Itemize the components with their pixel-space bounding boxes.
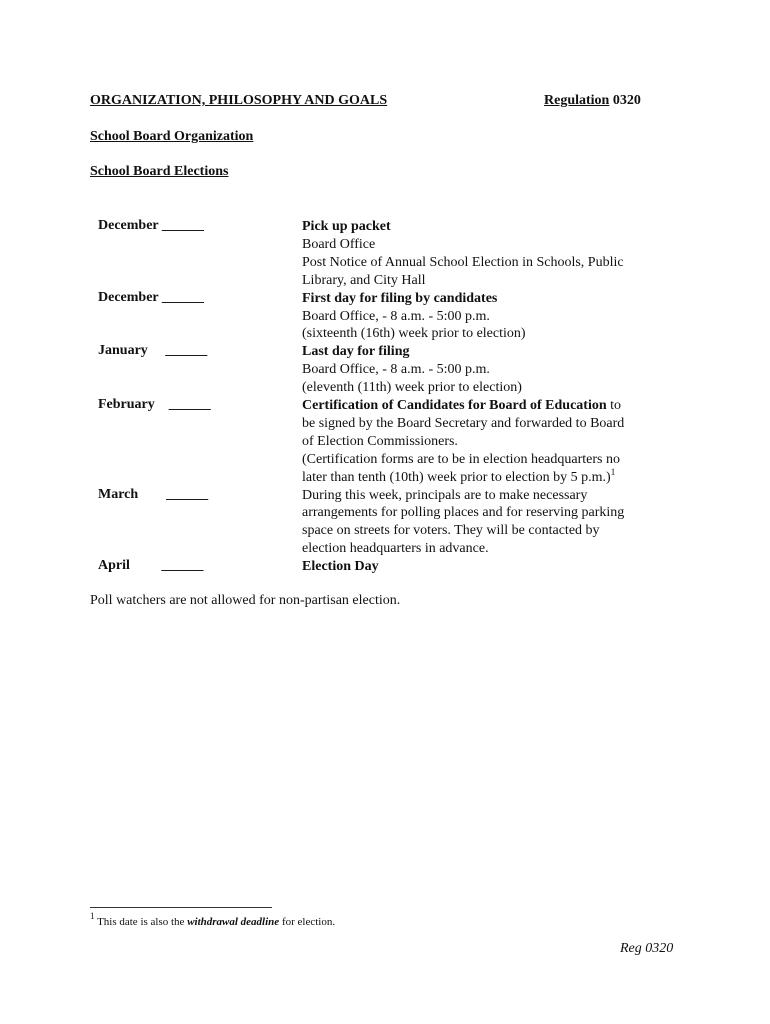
- document-title: ORGANIZATION, PHILOSOPHY AND GOALS: [90, 93, 388, 108]
- schedule-line: [302, 343, 662, 361]
- schedule-month: April ______: [98, 558, 204, 574]
- schedule-line-text: During this week, principals are to make necessary: [302, 487, 588, 503]
- schedule-line-text: arrangements for polling places and for reserving parking: [302, 505, 625, 521]
- schedule-line-text: Library, and City Hall: [302, 272, 426, 288]
- schedule-line-text: be signed by the Board Secretary and forwarded to Board: [302, 415, 625, 431]
- schedule-description: [302, 487, 662, 559]
- footnote-reference: 1: [610, 466, 616, 477]
- schedule-line: [302, 540, 662, 558]
- schedule-event-title: Last day for filing: [302, 344, 410, 360]
- schedule-month: January ______: [98, 343, 208, 359]
- schedule-line-text: space on streets for voters. They will be contacted by: [302, 523, 600, 539]
- schedule-line: [302, 325, 662, 343]
- schedule-description: [302, 343, 662, 397]
- schedule-month: December ______: [98, 218, 204, 233]
- schedule-line-text: later than tenth (10th) week prior to election by 5 p.m.): [302, 469, 611, 485]
- schedule-description: [302, 558, 662, 576]
- regulation-label: Regulation: [544, 93, 610, 108]
- subtitle-elections: School Board Elections: [90, 164, 229, 179]
- poll-watchers-note: Poll watchers are not allowed for non-partisan election.: [90, 593, 401, 608]
- footnote-pre: This date is also the: [97, 916, 188, 928]
- footnote-marker: 1: [90, 911, 95, 921]
- schedule-line-text: of Election Commissioners.: [302, 433, 458, 449]
- schedule-line-text: (eleventh (11th) week prior to election): [302, 380, 522, 396]
- schedule-line: [302, 308, 662, 326]
- schedule-event-title: Pick up packet: [302, 219, 391, 234]
- schedule-month: March ______: [98, 486, 209, 502]
- footnote-post: for election.: [279, 916, 336, 928]
- footnote-divider: [90, 907, 272, 908]
- schedule-description: [302, 218, 662, 290]
- regulation-number: [544, 93, 641, 109]
- schedule-line: [302, 451, 662, 469]
- schedule-line: [302, 433, 662, 451]
- page-label: Reg 0320: [620, 941, 674, 956]
- schedule-description: [302, 397, 662, 487]
- schedule-line: [302, 487, 662, 505]
- schedule-line: [302, 218, 662, 236]
- schedule-line: [302, 504, 662, 522]
- schedule-line: [302, 272, 662, 290]
- schedule-line-text: Board Office: [302, 236, 376, 252]
- schedule-event-title: First day for filing by candidates: [302, 290, 498, 306]
- schedule-line-suffix: to: [606, 398, 622, 413]
- schedule-line: [302, 415, 662, 433]
- schedule-line-text: (Certification forms are to be in election headquarters no: [302, 451, 620, 467]
- schedule-line-text: Post Notice of Annual School Election in Schools, Public: [302, 254, 624, 270]
- schedule-description: [302, 290, 662, 344]
- schedule-line: [302, 397, 662, 415]
- schedule-line: [302, 558, 662, 576]
- schedule-month: February ______: [98, 397, 211, 412]
- schedule-event-title: Election Day: [302, 559, 379, 575]
- regulation-code: 0320: [612, 93, 641, 108]
- schedule-line-text: Board Office, - 8 a.m. - 5:00 p.m.: [302, 308, 490, 324]
- schedule-month: December ______: [98, 289, 204, 305]
- schedule-line: [302, 466, 662, 487]
- schedule-event-title: Certification of Candidates for Board of Education: [302, 398, 607, 413]
- schedule-line: [302, 361, 662, 379]
- schedule-line: [302, 254, 662, 272]
- subtitle-organization: School Board Organization: [90, 129, 254, 144]
- schedule-line: [302, 236, 662, 254]
- schedule-line-text: Board Office, - 8 a.m. - 5:00 p.m.: [302, 362, 490, 378]
- schedule-line: [302, 379, 662, 397]
- schedule-line-text: (sixteenth (16th) week prior to election): [302, 326, 526, 342]
- schedule-line-text: election headquarters in advance.: [302, 541, 489, 557]
- schedule-line: [302, 522, 662, 540]
- footnote: [90, 911, 336, 928]
- schedule-line: [302, 290, 662, 308]
- footnote-emphasis: withdrawal deadline: [187, 916, 280, 928]
